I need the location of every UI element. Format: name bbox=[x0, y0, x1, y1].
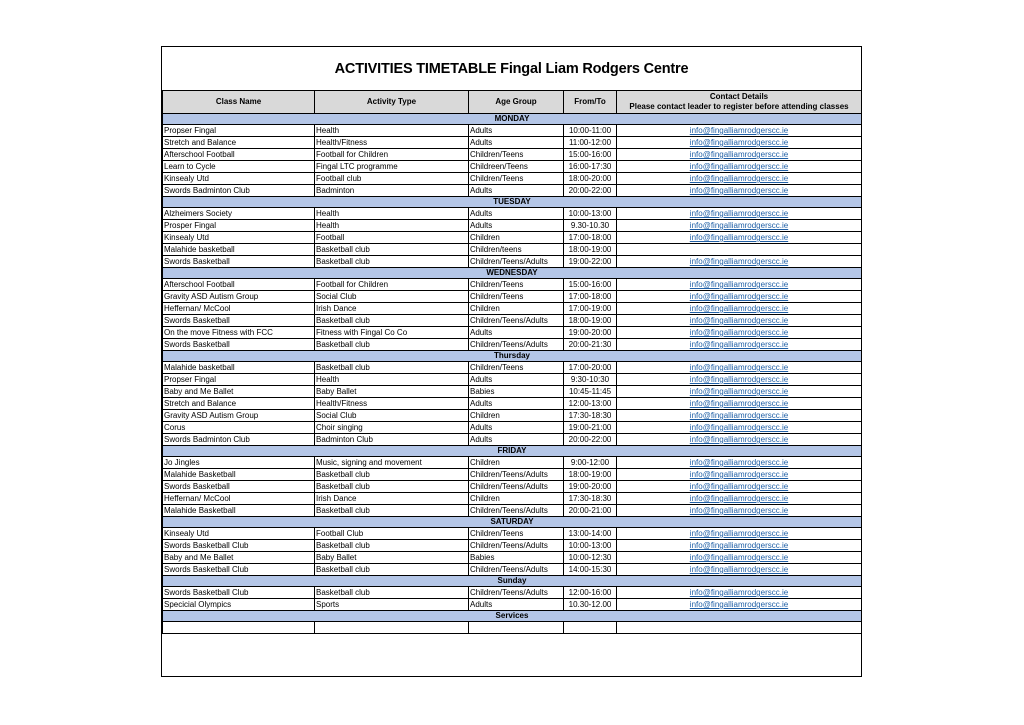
age-group-cell: Children/Teens bbox=[469, 528, 564, 540]
header-contact-details bbox=[617, 91, 862, 114]
day-header-row bbox=[163, 197, 862, 208]
time-cell: 19:00-22:00 bbox=[564, 256, 617, 268]
contact-email[interactable]: info@fingalliamrodgerscc.ie bbox=[617, 208, 862, 220]
class-name-cell: Afterschool Football bbox=[163, 279, 315, 291]
age-group-cell: Children/Teens/Adults bbox=[469, 315, 564, 327]
age-group-cell: Children bbox=[469, 232, 564, 244]
activity-type-cell: Irish Dance bbox=[315, 303, 469, 315]
table-row bbox=[163, 291, 862, 303]
contact-email[interactable]: info@fingalliamrodgerscc.ie bbox=[617, 552, 862, 564]
class-name-cell: Kinsealy Utd bbox=[163, 173, 315, 185]
timetable-table bbox=[162, 90, 862, 634]
activity-type-cell: Basketball club bbox=[315, 256, 469, 268]
contact-email[interactable]: info@fingalliamrodgerscc.ie bbox=[617, 125, 862, 137]
class-name-cell: Baby and Me Ballet bbox=[163, 386, 315, 398]
contact-email[interactable]: info@fingalliamrodgerscc.ie bbox=[617, 434, 862, 446]
table-row bbox=[163, 279, 862, 291]
activity-type-cell: Social Club bbox=[315, 291, 469, 303]
table-row bbox=[163, 327, 862, 339]
class-name-cell: Swords Basketball bbox=[163, 481, 315, 493]
age-group-cell: Children/Teens/Adults bbox=[469, 256, 564, 268]
time-cell: 13:00-14:00 bbox=[564, 528, 617, 540]
time-cell: 17:00-18:00 bbox=[564, 232, 617, 244]
class-name-cell: Swords Basketball bbox=[163, 256, 315, 268]
table-row bbox=[163, 137, 862, 149]
day-label: SATURDAY bbox=[163, 517, 862, 528]
age-group-cell: Adults bbox=[469, 398, 564, 410]
time-cell: 20:00-22:00 bbox=[564, 185, 617, 197]
activity-type-cell: Baby Ballet bbox=[315, 386, 469, 398]
activity-type-cell: Health/Fitness bbox=[315, 398, 469, 410]
time-cell: 10:00-13:00 bbox=[564, 208, 617, 220]
class-name-cell: Specicial Olympics bbox=[163, 599, 315, 611]
time-cell: 12:00-13:00 bbox=[564, 398, 617, 410]
time-cell bbox=[564, 622, 617, 634]
class-name-cell: Propser Fingal bbox=[163, 374, 315, 386]
class-name-cell: Stretch and Balance bbox=[163, 398, 315, 410]
table-row bbox=[163, 173, 862, 185]
activity-type-cell: Health bbox=[315, 220, 469, 232]
activity-type-cell: Football Club bbox=[315, 528, 469, 540]
activity-type-cell: Social Club bbox=[315, 410, 469, 422]
table-row bbox=[163, 208, 862, 220]
activity-type-cell: Football for Children bbox=[315, 279, 469, 291]
class-name-cell: Swords Badminton Club bbox=[163, 185, 315, 197]
activity-type-cell: Fitness with Fingal Co Co bbox=[315, 327, 469, 339]
activity-type-cell: Football for Children bbox=[315, 149, 469, 161]
contact-email[interactable]: info@fingalliamrodgerscc.ie bbox=[617, 185, 862, 197]
age-group-cell: Babies bbox=[469, 552, 564, 564]
time-cell: 10:00-12:30 bbox=[564, 552, 617, 564]
contact-email[interactable]: info@fingalliamrodgerscc.ie bbox=[617, 303, 862, 315]
activity-type-cell: Sports bbox=[315, 599, 469, 611]
contact-email[interactable]: info@fingalliamrodgerscc.ie bbox=[617, 149, 862, 161]
time-cell: 10.30-12.00 bbox=[564, 599, 617, 611]
table-row bbox=[163, 125, 862, 137]
age-group-cell: Childreen/Teens bbox=[469, 161, 564, 173]
contact-email[interactable]: info@fingalliamrodgerscc.ie bbox=[617, 232, 862, 244]
age-group-cell: Children bbox=[469, 493, 564, 505]
header-from-to: From/To bbox=[564, 91, 617, 114]
age-group-cell: Adults bbox=[469, 185, 564, 197]
contact-email[interactable]: info@fingalliamrodgerscc.ie bbox=[617, 540, 862, 552]
table-row bbox=[163, 540, 862, 552]
table-row bbox=[163, 398, 862, 410]
contact-email[interactable]: info@fingalliamrodgerscc.ie bbox=[617, 279, 862, 291]
day-label: WEDNESDAY bbox=[163, 268, 862, 279]
table-row bbox=[163, 434, 862, 446]
class-name-cell: Swords Basketball bbox=[163, 339, 315, 351]
time-cell: 18:00-19:00 bbox=[564, 244, 617, 256]
table-row bbox=[163, 232, 862, 244]
time-cell: 9.30-10.30 bbox=[564, 220, 617, 232]
day-label: Services bbox=[163, 611, 862, 622]
day-label: MONDAY bbox=[163, 114, 862, 125]
day-label: TUESDAY bbox=[163, 197, 862, 208]
day-label: Thursday bbox=[163, 351, 862, 362]
contact-email[interactable]: info@fingalliamrodgerscc.ie bbox=[617, 422, 862, 434]
class-name-cell: Kinsealy Utd bbox=[163, 232, 315, 244]
time-cell: 11:00-12:00 bbox=[564, 137, 617, 149]
class-name-cell: Propser Fingal bbox=[163, 125, 315, 137]
time-cell: 10:00-11:00 bbox=[564, 125, 617, 137]
class-name-cell: Jo Jingles bbox=[163, 457, 315, 469]
table-row bbox=[163, 493, 862, 505]
activity-type-cell: Basketball club bbox=[315, 505, 469, 517]
contact-email[interactable]: info@fingalliamrodgerscc.ie bbox=[617, 599, 862, 611]
table-row bbox=[163, 422, 862, 434]
age-group-cell: Children/Teens bbox=[469, 291, 564, 303]
class-name-cell: Swords Basketball Club bbox=[163, 587, 315, 599]
activity-type-cell: Health/Fitness bbox=[315, 137, 469, 149]
activity-type-cell: Basketball club bbox=[315, 362, 469, 374]
class-name-cell: Malahide basketball bbox=[163, 362, 315, 374]
time-cell: 19:00-20:00 bbox=[564, 327, 617, 339]
class-name-cell: Heffernan/ McCool bbox=[163, 303, 315, 315]
class-name-cell: Malahide Basketball bbox=[163, 505, 315, 517]
age-group-cell: Children/Teens bbox=[469, 362, 564, 374]
table-row bbox=[163, 410, 862, 422]
class-name-cell: Afterschool Football bbox=[163, 149, 315, 161]
time-cell: 20:00-21:30 bbox=[564, 339, 617, 351]
class-name-cell: Swords Badminton Club bbox=[163, 434, 315, 446]
class-name-cell: Prosper Fingal bbox=[163, 220, 315, 232]
age-group-cell: Children/Teens/Adults bbox=[469, 481, 564, 493]
class-name-cell: Swords Basketball Club bbox=[163, 540, 315, 552]
class-name-cell: Alzheimers Society bbox=[163, 208, 315, 220]
class-name-cell: Baby and Me Ballet bbox=[163, 552, 315, 564]
age-group-cell: Adults bbox=[469, 125, 564, 137]
time-cell: 16:00-17:30 bbox=[564, 161, 617, 173]
contact-email[interactable]: info@fingalliamrodgerscc.ie bbox=[617, 587, 862, 599]
table-row bbox=[163, 315, 862, 327]
activity-type-cell: Health bbox=[315, 125, 469, 137]
age-group-cell: Children/Teens/Adults bbox=[469, 469, 564, 481]
contact-email[interactable]: info@fingalliamrodgerscc.ie bbox=[617, 374, 862, 386]
contact-email[interactable]: info@fingalliamrodgerscc.ie bbox=[617, 528, 862, 540]
header-age-group: Age Group bbox=[469, 91, 564, 114]
age-group-cell: Children/Teens/Adults bbox=[469, 540, 564, 552]
time-cell: 20:00-21:00 bbox=[564, 505, 617, 517]
age-group-cell: Adults bbox=[469, 422, 564, 434]
page-title: ACTIVITIES TIMETABLE Fingal Liam Rodgers Centre bbox=[334, 60, 689, 77]
contact-email bbox=[617, 622, 862, 634]
time-cell: 15:00-16:00 bbox=[564, 279, 617, 291]
class-name-cell: Learn to Cycle bbox=[163, 161, 315, 173]
table-row bbox=[163, 481, 862, 493]
activity-type-cell: Health bbox=[315, 374, 469, 386]
class-name-cell: Malahide Basketball bbox=[163, 469, 315, 481]
contact-email[interactable]: info@fingalliamrodgerscc.ie bbox=[617, 137, 862, 149]
activity-type-cell bbox=[315, 622, 469, 634]
day-header-row bbox=[163, 351, 862, 362]
class-name-cell: Gravity ASD Autism Group bbox=[163, 410, 315, 422]
age-group-cell: Children bbox=[469, 457, 564, 469]
contact-email[interactable]: info@fingalliamrodgerscc.ie bbox=[617, 469, 862, 481]
age-group-cell: Children/Teens bbox=[469, 279, 564, 291]
header-contact-title: Contact Details bbox=[709, 92, 769, 101]
contact-email[interactable]: info@fingalliamrodgerscc.ie bbox=[617, 564, 862, 576]
age-group-cell: Adults bbox=[469, 220, 564, 232]
table-row bbox=[163, 552, 862, 564]
contact-email[interactable]: info@fingalliamrodgerscc.ie bbox=[617, 481, 862, 493]
header-activity-type: Activity Type bbox=[315, 91, 469, 114]
activity-type-cell: Baby Ballet bbox=[315, 552, 469, 564]
contact-email[interactable]: info@fingalliamrodgerscc.ie bbox=[617, 362, 862, 374]
contact-email[interactable]: info@fingalliamrodgerscc.ie bbox=[617, 410, 862, 422]
time-cell: 17:30-18:30 bbox=[564, 410, 617, 422]
activity-type-cell: Music, signing and movement bbox=[315, 457, 469, 469]
class-name-cell bbox=[163, 622, 315, 634]
age-group-cell: Adults bbox=[469, 599, 564, 611]
contact-email[interactable]: info@fingalliamrodgerscc.ie bbox=[617, 161, 862, 173]
time-cell: 10:00-13:00 bbox=[564, 540, 617, 552]
table-row bbox=[163, 161, 862, 173]
time-cell: 20:00-22:00 bbox=[564, 434, 617, 446]
time-cell: 9:30-10:30 bbox=[564, 374, 617, 386]
time-cell: 17:00-18:00 bbox=[564, 291, 617, 303]
age-group-cell: Adults bbox=[469, 208, 564, 220]
age-group-cell: Adults bbox=[469, 434, 564, 446]
activity-type-cell: Basketball club bbox=[315, 540, 469, 552]
activity-type-cell: Choir singing bbox=[315, 422, 469, 434]
class-name-cell: Kinsealy Utd bbox=[163, 528, 315, 540]
table-header-row bbox=[163, 91, 862, 114]
age-group-cell: Children/Teens bbox=[469, 149, 564, 161]
activity-type-cell: Basketball club bbox=[315, 481, 469, 493]
day-label: Sunday bbox=[163, 576, 862, 587]
table-row bbox=[163, 339, 862, 351]
table-row bbox=[163, 528, 862, 540]
header-class-name: Class Name bbox=[163, 91, 315, 114]
class-name-cell: Malahide basketball bbox=[163, 244, 315, 256]
contact-email[interactable]: info@fingalliamrodgerscc.ie bbox=[617, 291, 862, 303]
time-cell: 18:00-19:00 bbox=[564, 469, 617, 481]
table-row bbox=[163, 599, 862, 611]
contact-email[interactable]: info@fingalliamrodgerscc.ie bbox=[617, 505, 862, 517]
class-name-cell: Corus bbox=[163, 422, 315, 434]
contact-email[interactable]: info@fingalliamrodgerscc.ie bbox=[617, 493, 862, 505]
activity-type-cell: Basketball club bbox=[315, 587, 469, 599]
contact-email[interactable]: info@fingalliamrodgerscc.ie bbox=[617, 173, 862, 185]
day-header-row bbox=[163, 576, 862, 587]
activity-type-cell: Football club bbox=[315, 173, 469, 185]
activity-type-cell: Irish Dance bbox=[315, 493, 469, 505]
contact-email[interactable]: info@fingalliamrodgerscc.ie bbox=[617, 327, 862, 339]
activity-type-cell: Health bbox=[315, 208, 469, 220]
time-cell: 9:00-12:00 bbox=[564, 457, 617, 469]
table-row bbox=[163, 587, 862, 599]
day-header-row bbox=[163, 517, 862, 528]
table-row bbox=[163, 256, 862, 268]
table-row bbox=[163, 564, 862, 576]
class-name-cell: Swords Basketball bbox=[163, 315, 315, 327]
age-group-cell: Children/Teens/Adults bbox=[469, 564, 564, 576]
age-group-cell: Babies bbox=[469, 386, 564, 398]
age-group-cell: Children/Teens/Adults bbox=[469, 339, 564, 351]
day-header-row bbox=[163, 114, 862, 125]
table-row bbox=[163, 362, 862, 374]
table-row bbox=[163, 244, 862, 256]
timetable-sheet bbox=[161, 46, 862, 677]
day-header-row bbox=[163, 611, 862, 622]
time-cell: 12:00-16:00 bbox=[564, 587, 617, 599]
activity-type-cell: Basketball club bbox=[315, 564, 469, 576]
age-group-cell: Adults bbox=[469, 327, 564, 339]
day-header-row bbox=[163, 446, 862, 457]
class-name-cell: Swords Basketball Club bbox=[163, 564, 315, 576]
time-cell: 17:00-19:00 bbox=[564, 303, 617, 315]
time-cell: 19:00-21:00 bbox=[564, 422, 617, 434]
activity-type-cell: Badminton Club bbox=[315, 434, 469, 446]
table-row bbox=[163, 185, 862, 197]
contact-email[interactable]: info@fingalliamrodgerscc.ie bbox=[617, 256, 862, 268]
contact-email[interactable]: info@fingalliamrodgerscc.ie bbox=[617, 315, 862, 327]
header-contact-note: Please contact leader to register before attending classes bbox=[629, 102, 849, 111]
time-cell: 14:00-15:30 bbox=[564, 564, 617, 576]
table-row bbox=[163, 386, 862, 398]
age-group-cell: Children/Teens bbox=[469, 173, 564, 185]
activity-type-cell: Badminton bbox=[315, 185, 469, 197]
time-cell: 17:30-18:30 bbox=[564, 493, 617, 505]
contact-email[interactable]: info@fingalliamrodgerscc.ie bbox=[617, 398, 862, 410]
time-cell: 17:00-20:00 bbox=[564, 362, 617, 374]
class-name-cell: On the move Fitness with FCC bbox=[163, 327, 315, 339]
activity-type-cell: Basketball club bbox=[315, 315, 469, 327]
table-row bbox=[163, 220, 862, 232]
table-row bbox=[163, 303, 862, 315]
class-name-cell: Gravity ASD Autism Group bbox=[163, 291, 315, 303]
table-row bbox=[163, 374, 862, 386]
table-row bbox=[163, 149, 862, 161]
contact-email[interactable]: info@fingalliamrodgerscc.ie bbox=[617, 457, 862, 469]
table-row bbox=[163, 505, 862, 517]
age-group-cell: Children/Teens/Adults bbox=[469, 505, 564, 517]
class-name-cell: Stretch and Balance bbox=[163, 137, 315, 149]
day-header-row bbox=[163, 268, 862, 279]
contact-email[interactable]: info@fingalliamrodgerscc.ie bbox=[617, 339, 862, 351]
contact-email[interactable]: info@fingalliamrodgerscc.ie bbox=[617, 386, 862, 398]
age-group-cell: Adults bbox=[469, 374, 564, 386]
contact-email bbox=[617, 244, 862, 256]
table-row bbox=[163, 622, 862, 634]
class-name-cell: Heffernan/ McCool bbox=[163, 493, 315, 505]
time-cell: 10:45-11:45 bbox=[564, 386, 617, 398]
age-group-cell: Children bbox=[469, 410, 564, 422]
age-group-cell: Children/teens bbox=[469, 244, 564, 256]
activity-type-cell: Football bbox=[315, 232, 469, 244]
age-group-cell: Children bbox=[469, 303, 564, 315]
time-cell: 18:00-19:00 bbox=[564, 315, 617, 327]
time-cell: 15:00-16:00 bbox=[564, 149, 617, 161]
day-label: FRIDAY bbox=[163, 446, 862, 457]
activity-type-cell: Basketball club bbox=[315, 469, 469, 481]
table-row bbox=[163, 469, 862, 481]
age-group-cell: Children/Teens/Adults bbox=[469, 587, 564, 599]
activity-type-cell: Fingal LTC programme bbox=[315, 161, 469, 173]
contact-email[interactable]: info@fingalliamrodgerscc.ie bbox=[617, 220, 862, 232]
time-cell: 18:00-20:00 bbox=[564, 173, 617, 185]
age-group-cell: Adults bbox=[469, 137, 564, 149]
table-row bbox=[163, 457, 862, 469]
age-group-cell bbox=[469, 622, 564, 634]
activity-type-cell: Basketball club bbox=[315, 339, 469, 351]
activity-type-cell: Basketball club bbox=[315, 244, 469, 256]
time-cell: 19:00-20:00 bbox=[564, 481, 617, 493]
